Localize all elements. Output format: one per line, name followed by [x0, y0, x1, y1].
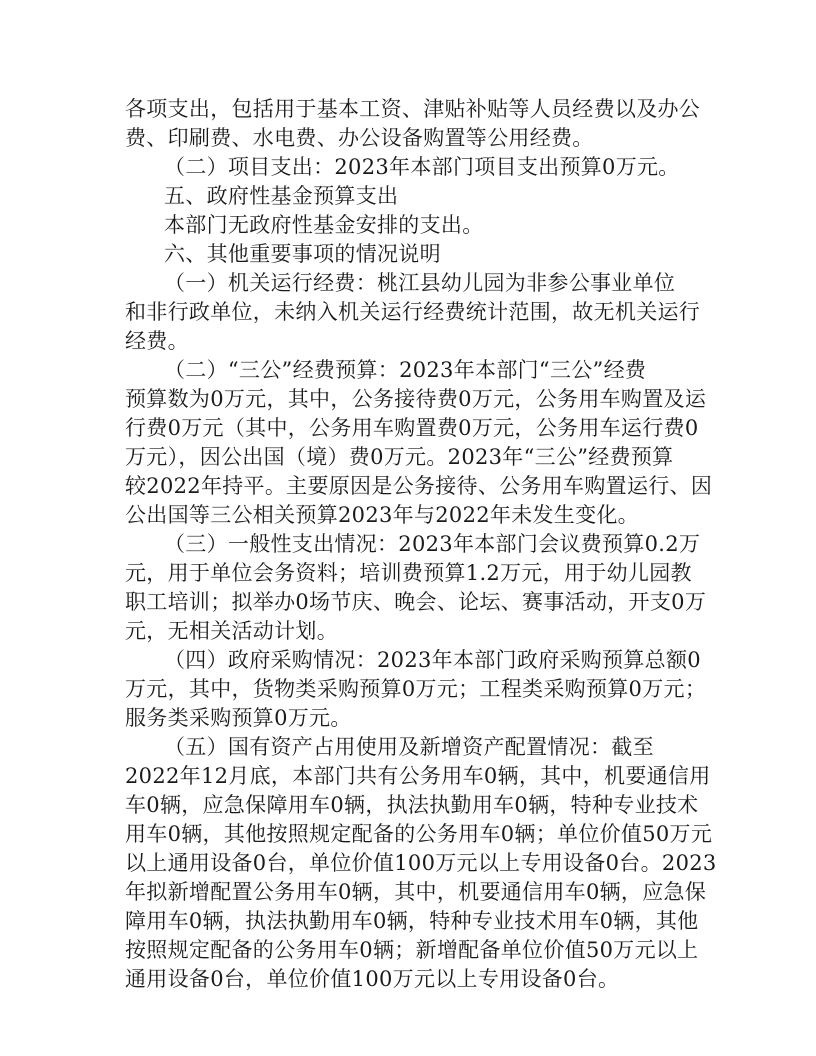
- text-line: 预算数为0万元，其中，公务接待费0万元，公务用车购置及运: [125, 387, 707, 411]
- text-line: 较2022年持平。主要原因是公务接待、公务用车购置运行、因: [125, 474, 713, 498]
- text-line: 六、其他重要事项的情况说明: [164, 242, 441, 266]
- text-line: （四）政府采购情况：2023年本部门政府采购预算总额0: [164, 648, 701, 672]
- text-line: 车0辆，应急保障用车0辆，执法执勤用车0辆，特种专业技术: [125, 793, 699, 817]
- text-line: 障用车0辆，执法执勤用车0辆，特种专业技术用车0辆，其他: [125, 909, 699, 933]
- text-line: 2022年12月底，本部门共有公务用车0辆，其中，机要通信用: [125, 764, 711, 788]
- text-line: 和非行政单位，未纳入机关运行经费统计范围，故无机关运行: [125, 300, 701, 324]
- text-line: 各项支出，包括用于基本工资、津贴补贴等人员经费以及办公: [125, 97, 701, 121]
- text-line: （二）项目支出：2023年本部门项目支出预算0万元。: [164, 155, 680, 179]
- text-line: （五）国有资产占用使用及新增资产配置情况：截至: [164, 735, 654, 759]
- text-line: 费、印刷费、水电费、办公设备购置等公用经费。: [125, 126, 594, 150]
- text-line: 用车0辆，其他按照规定配备的公务用车0辆；单位价值50万元: [125, 822, 713, 846]
- text-line: （二）“三公”经费预算：2023年本部门“三公”经费: [164, 358, 647, 382]
- text-line: 服务类采购预算0万元。: [125, 706, 352, 730]
- text-line: 行费0万元（其中，公务用车购置费0万元，公务用车运行费0: [125, 416, 699, 440]
- text-line: 元，用于单位会务资料；培训费预算1.2万元，用于幼儿园教: [125, 561, 692, 585]
- text-line: 公出国等三公相关预算2023年与2022年未发生变化。: [125, 503, 639, 527]
- text-line: 职工培训；拟举办0场节庆、晚会、论坛、赛事活动，开支0万: [125, 590, 707, 614]
- text-line: 年拟新增配置公务用车0辆，其中，机要通信用车0辆，应急保: [125, 880, 707, 904]
- text-line: 经费。: [125, 329, 189, 353]
- text-line: 五、政府性基金预算支出: [164, 184, 399, 208]
- text-line: 万元，其中，货物类采购预算0万元；工程类采购预算0万元；: [125, 677, 707, 701]
- text-line: 本部门无政府性基金安排的支出。: [164, 213, 484, 237]
- text-line: 通用设备0台，单位价值100万元以上专用设备0台。: [125, 967, 620, 991]
- text-line: 元，无相关活动计划。: [125, 619, 338, 643]
- text-line: 以上通用设备0台，单位价值100万元以上专用设备0台。2023: [125, 851, 717, 875]
- text-line: 万元），因公出国（境）费0万元。2023年“三公”经费预算: [125, 445, 674, 469]
- text-line: （一）机关运行经费：桃江县幼儿园为非参公事业单位: [164, 271, 676, 295]
- text-line: （三）一般性支出情况：2023年本部门会议费预算0.2万: [164, 532, 701, 556]
- text-line: 按照规定配备的公务用车0辆；新增配备单位价值50万元以上: [125, 938, 699, 962]
